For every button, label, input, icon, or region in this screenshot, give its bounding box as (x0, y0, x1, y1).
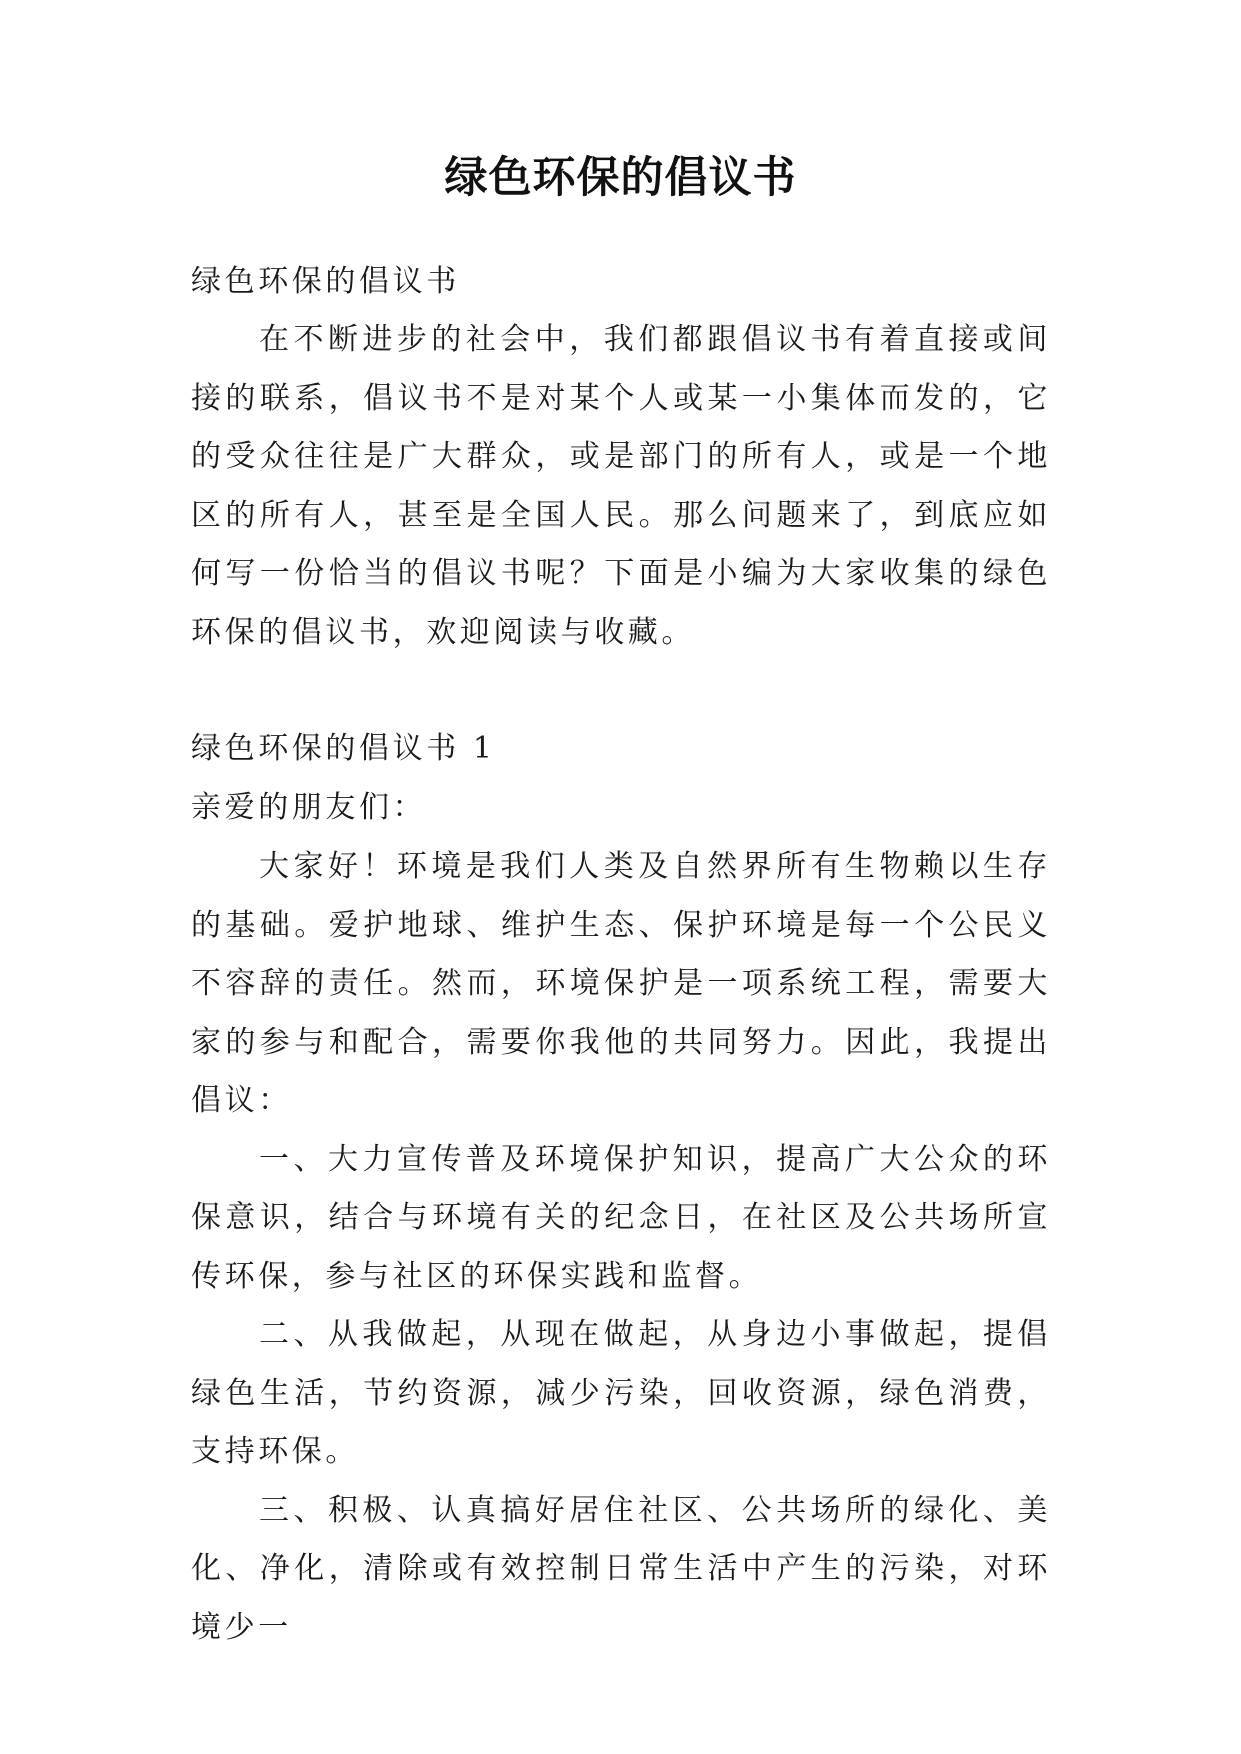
paragraph-opening: 大家好！环境是我们人类及自然界所有生物赖以生存的基础。爱护地球、维护生态、保护环境是每一个公民义不容辞的责任。然而，环境保护是一项系统工程，需要大家的参与和配合，需要你我他的共同努力。因此，我提出倡议： (191, 849, 1051, 1118)
letter-body (191, 838, 1051, 1657)
intro-heading: 绿色环保的倡议书 (191, 264, 460, 299)
paragraph-proposal-3: 三、积极、认真搞好居住社区、公共场所的绿化、美化、净化，清除或有效控制日常生活中产生的污染，对环境少一 (191, 1492, 1051, 1645)
intro-paragraph: 在不断进步的社会中，我们都跟倡议书有着直接或间接的联系，倡议书不是对某个人或某一小集体而发的，它的受众往往是广大群众，或是部门的所有人，或是一个地区的所有人，甚至是全国人民。那么问题来了，到底应如何写一份恰当的倡议书呢？下面是小编为大家收集的绿色环保的倡议书，欢迎阅读与收藏。 (191, 322, 1051, 650)
document-title: 绿色环保的倡议书 (444, 153, 797, 203)
paragraph-proposal-1: 一、大力宣传普及环境保护知识，提高广大公众的环保意识，结合与环境有关的纪念日，在社区及公共场所宣传环保，参与社区的环保实践和监督。 (191, 1141, 1051, 1294)
salutation: 亲爱的朋友们： (191, 790, 427, 825)
paragraph-proposal-2: 二、从我做起，从现在做起，从身边小事做起，提倡绿色生活，节约资源，减少污染，回收资源，绿色消费，支持环保。 (191, 1317, 1051, 1469)
intro-section (191, 311, 1051, 662)
section-heading: 绿色环保的倡议书 1 (191, 731, 496, 766)
